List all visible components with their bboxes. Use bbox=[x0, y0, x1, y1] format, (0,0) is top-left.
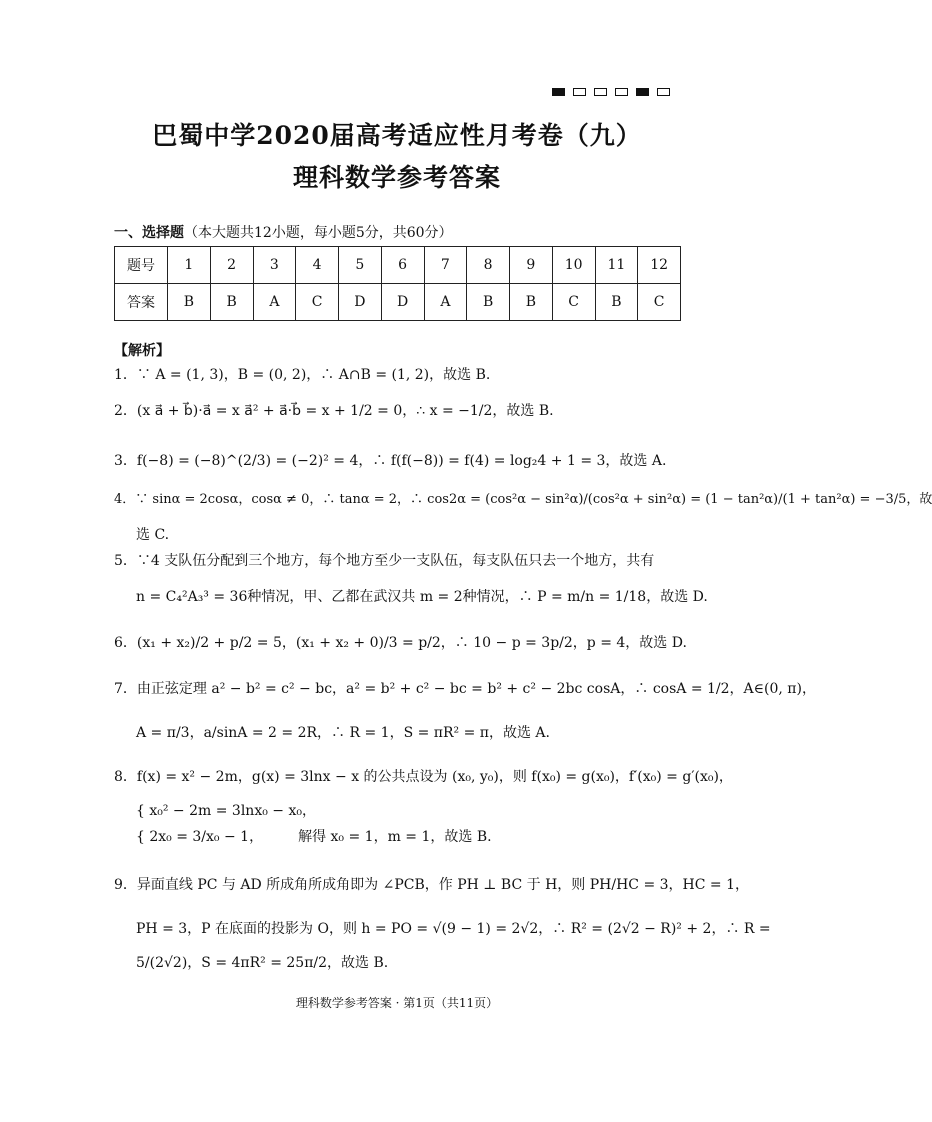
table-cell: C bbox=[552, 284, 595, 321]
table-cell: 12 bbox=[638, 247, 681, 284]
table-cell: 11 bbox=[595, 247, 638, 284]
table-cell: B bbox=[595, 284, 638, 321]
solution-line: 选 C. bbox=[136, 527, 170, 543]
table-row-numbers bbox=[115, 247, 681, 284]
solution-line: PH = 3，P 在底面的投影为 O，则 h = PO = √(9 − 1) = 2√2，∴ R² = (2√2 − R)² + 2，∴ R = bbox=[136, 921, 771, 937]
table-cell: 6 bbox=[381, 247, 424, 284]
table-cell: B bbox=[168, 284, 211, 321]
header-mark-3 bbox=[594, 88, 607, 96]
solution-line: 9．异面直线 PC 与 AD 所成角所成角即为 ∠PCB，作 PH ⊥ BC 于 H，则 PH/HC = 3，HC = 1， bbox=[114, 877, 750, 893]
table-row-answers bbox=[115, 284, 681, 321]
section-note: （本大题共12小题，每小题5分，共60分） bbox=[184, 225, 453, 241]
solution-line: 3．f(−8) = (−8)^(2/3) = (−2)² = 4，∴ f(f(−8)) = f(4) = log₂4 + 1 = 3，故选 A. bbox=[114, 453, 667, 469]
table-cell: D bbox=[381, 284, 424, 321]
table-cell: 9 bbox=[510, 247, 553, 284]
document-subtitle: 理科数学参考答案 bbox=[292, 163, 501, 192]
row-label-answer: 答案 bbox=[115, 284, 168, 321]
solution-line: { 2x₀ = 3/x₀ − 1， 解得 x₀ = 1，m = 1，故选 B. bbox=[136, 829, 492, 845]
solution-line: 7．由正弦定理 a² − b² = c² − bc，a² = b² + c² − bc = b² + c² − 2bc cosA，∴ cosA = 1/2，A∈(0, π)， bbox=[114, 681, 816, 697]
header-marks bbox=[552, 88, 670, 96]
table-cell: 5 bbox=[339, 247, 382, 284]
table-cell: B bbox=[467, 284, 510, 321]
table-cell: 3 bbox=[253, 247, 296, 284]
page-footer: 理科数学参考答案 · 第1页（共11页） bbox=[295, 996, 499, 1010]
solution-line: { x₀² − 2m = 3lnx₀ − x₀， bbox=[136, 803, 316, 819]
section-title: 一、选择题 bbox=[114, 225, 184, 241]
row-label-number: 题号 bbox=[115, 247, 168, 284]
answer-table bbox=[114, 246, 681, 321]
table-cell: 7 bbox=[424, 247, 467, 284]
solution-line: A = π/3，a/sinA = 2 = 2R，∴ R = 1，S = πR² = π，故选 A. bbox=[136, 725, 550, 741]
table-cell: C bbox=[296, 284, 339, 321]
table-cell: 10 bbox=[552, 247, 595, 284]
solution-line: 4．∵ sinα = 2cosα，cosα ≠ 0，∴ tanα = 2，∴ cos2α = (cos²α − sin²α)/(cos²α + sin²α) = (1 − tan²α)/(1 + tan²α) = −3/5，故 bbox=[114, 492, 932, 507]
table-cell: 2 bbox=[210, 247, 253, 284]
table-cell: D bbox=[339, 284, 382, 321]
table-cell: A bbox=[253, 284, 296, 321]
solution-line: 5/(2√2)，S = 4πR² = 25π/2，故选 B. bbox=[136, 955, 389, 971]
solution-line: 1．∵ A = (1, 3)，B = (0, 2)，∴ A∩B = (1, 2)，故选 B. bbox=[114, 367, 491, 383]
table-cell: 8 bbox=[467, 247, 510, 284]
table-cell: B bbox=[510, 284, 553, 321]
solution-line: 2．(x a⃗ + b⃗)·a⃗ = x a⃗² + a⃗·b⃗ = x + 1/2 = 0，∴ x = −1/2，故选 B. bbox=[114, 403, 554, 419]
solution-line: 6．(x₁ + x₂)/2 + p/2 = 5，(x₁ + x₂ + 0)/3 = p/2，∴ 10 − p = 3p/2，p = 4，故选 D. bbox=[114, 635, 687, 651]
document-title: 巴蜀中学2020届高考适应性月考卷（九） bbox=[152, 121, 642, 150]
table-cell: 4 bbox=[296, 247, 339, 284]
solution-line: 5．∵4 支队伍分配到三个地方，每个地方至少一支队伍，每支队伍只去一个地方，共有 bbox=[114, 553, 655, 569]
header-mark-5 bbox=[636, 88, 649, 96]
header-mark-4 bbox=[615, 88, 628, 96]
section-heading bbox=[114, 222, 453, 242]
solution-line: 8．f(x) = x² − 2m，g(x) = 3lnx − x 的公共点设为 (x₀, y₀)，则 f(x₀) = g(x₀)，f′(x₀) = g′(x₀)， bbox=[114, 769, 733, 785]
analysis-label: 【解析】 bbox=[114, 343, 170, 359]
solution-line: n = C₄²A₃³ = 36种情况，甲、乙都在武汉共 m = 2种情况，∴ P = m/n = 1/18，故选 D. bbox=[136, 589, 708, 605]
header-mark-1 bbox=[552, 88, 565, 96]
table-cell: C bbox=[638, 284, 681, 321]
table-cell: 1 bbox=[168, 247, 211, 284]
table-cell: B bbox=[210, 284, 253, 321]
header-mark-6 bbox=[657, 88, 670, 96]
table-cell: A bbox=[424, 284, 467, 321]
header-mark-2 bbox=[573, 88, 586, 96]
